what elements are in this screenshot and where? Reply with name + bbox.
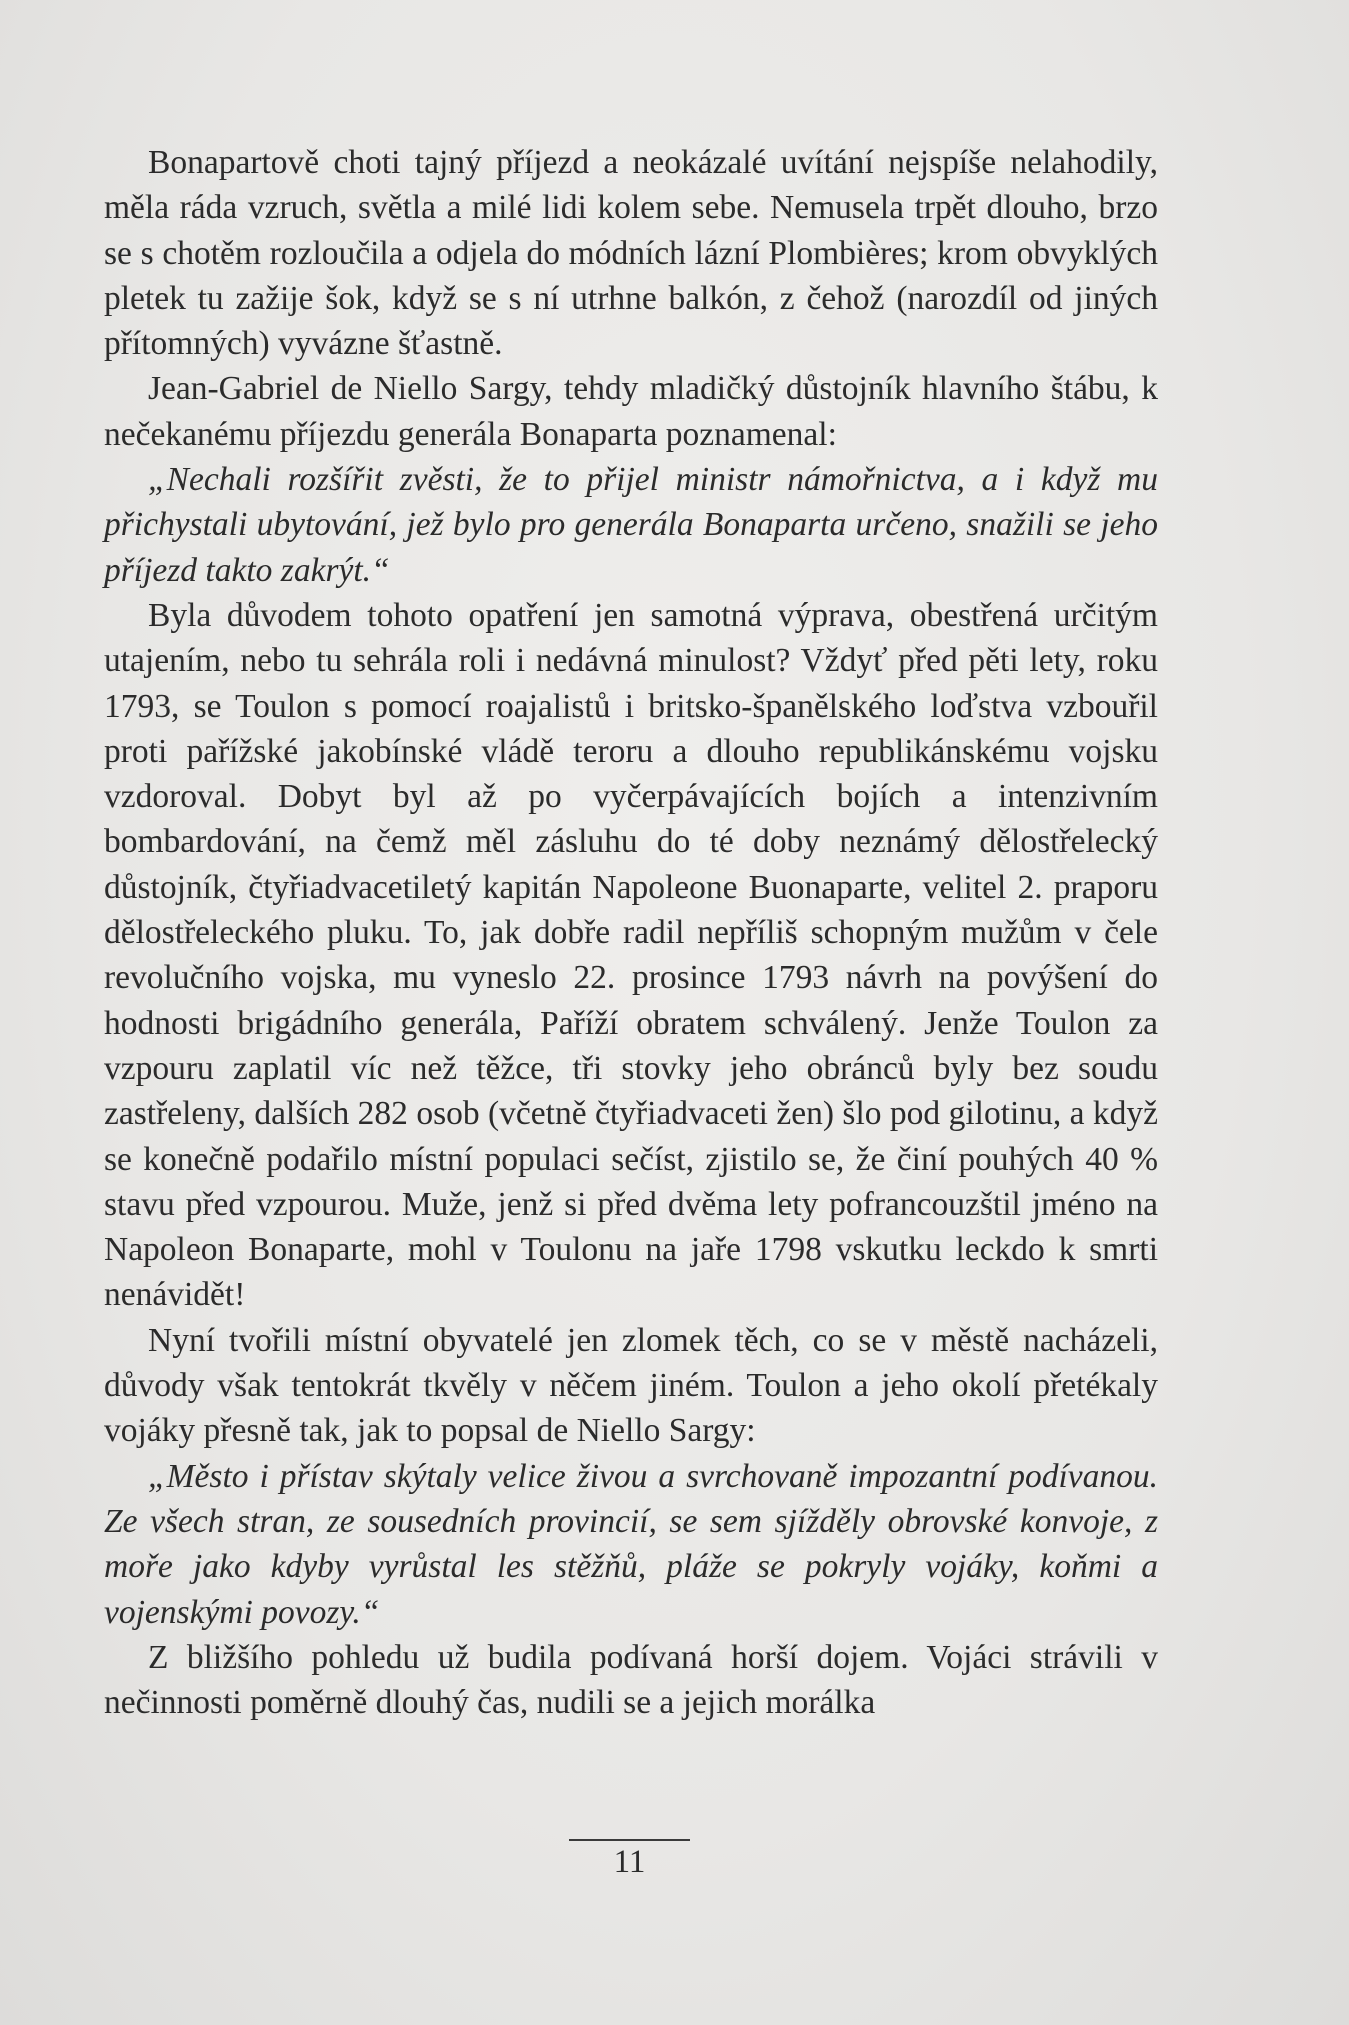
paragraph-toulon-soldiers: Nyní tvořili místní obyvatelé jen zlomek těch, co se v městě nacházeli, důvody však tentokrát tkvěly v něčem jiném. Toulon a jeho okolí přetékaly vojáky přesně tak, jak to popsal de Niello Sargy: <box>104 1321 1158 1450</box>
paragraph-niello-sargy-intro: Jean-Gabriel de Niello Sargy, tehdy mladičký důstojník hlavního štábu, k nečekanému příjezdu generála Bonaparta poznamenal: <box>104 370 1158 453</box>
page-number: 11 <box>613 1844 646 1880</box>
paragraph-toulon-history: Byla důvodem tohoto opatření jen samotná výprava, obestřená určitým utajením, nebo tu sehrála roli i nedávná minulost? Vždyť před pěti lety, roku 1793, se Toulon s pomocí roajalistů i britsko-španělského loďstva vzbouřil proti pařížské jakobínské vládě teroru a dlouho republikánskému vojsku vzdoroval. Dobyt byl až po vyčerpávajících bojích a intenzivním bombardování, na čemž měl zásluhu do té doby neznámý dělostřelecký důstojník, čtyřiadvacetiletý kapitán Napoleone Buonaparte, velitel 2. praporu dělostřeleckého pluku. To, jak dobře radil nepříliš schopným mužům v čele revolučního vojska, mu vyneslo 22. prosince 1793 návrh na povýšení do hodnosti brigádního generála, Paříží obratem schválený. Jenže Toulon za vzpouru zaplatil víc než těžce, tři stovky jeho obránců byly bez soudu zastřeleny, dalších 282 osob (včetně čtyřiadvaceti žen) šlo pod gilotinu, a když se konečně podařilo místní populaci sečíst, zjistilo se, že činí pouhých 40 % stavu před vzpourou. Muže, jenž si před dvěma lety pofrancouzštil jméno na Napoleon Bonaparte, mohl v Toulonu na jaře 1798 vskutku leckdo k smrti nenávidět! <box>104 596 1158 1314</box>
page-body <box>104 140 1158 1725</box>
quote-city-and-harbour: „Město i přístav skýtaly velice živou a svrchovaně impozantní podívanou. Ze všech stran, ze sousedních provincií, se sem sjížděly obrovské konvoje, z moře jako kdyby vyrůstal les stěžňů, pláže se pokryly vojáky, koňmi a vojenskými povozy.“ <box>104 1457 1158 1631</box>
quote-minister-of-navy: „Nechali rozšířit zvěsti, že to přijel ministr námořnictva, a i když mu přichystali ubytování, jež bylo pro generála Bonaparta určeno, snažili se jeho příjezd takto zakrýt.“ <box>104 461 1158 589</box>
paragraph-josephine: Bonapartově choti tajný příjezd a neokázalé uvítání nejspíše nelahodily, měla ráda vzruch, světla a milé lidi kolem sebe. Nemusela trpět dlouho, brzo se s chotěm rozloučila a odjela do módních lázní Plombières; krom obvyklých pletek tu zažije šok, když se s ní utrhne balkón, z čehož (narozdíl od jiných přítomných) vyvázne šťastně. <box>104 144 1158 363</box>
paragraph-closer-look: Z bližšího pohledu už budila podívaná horší dojem. Vojáci strávili v nečinnosti poměrně dlouhý čas, nudili se a jejich morálka <box>104 1638 1158 1722</box>
